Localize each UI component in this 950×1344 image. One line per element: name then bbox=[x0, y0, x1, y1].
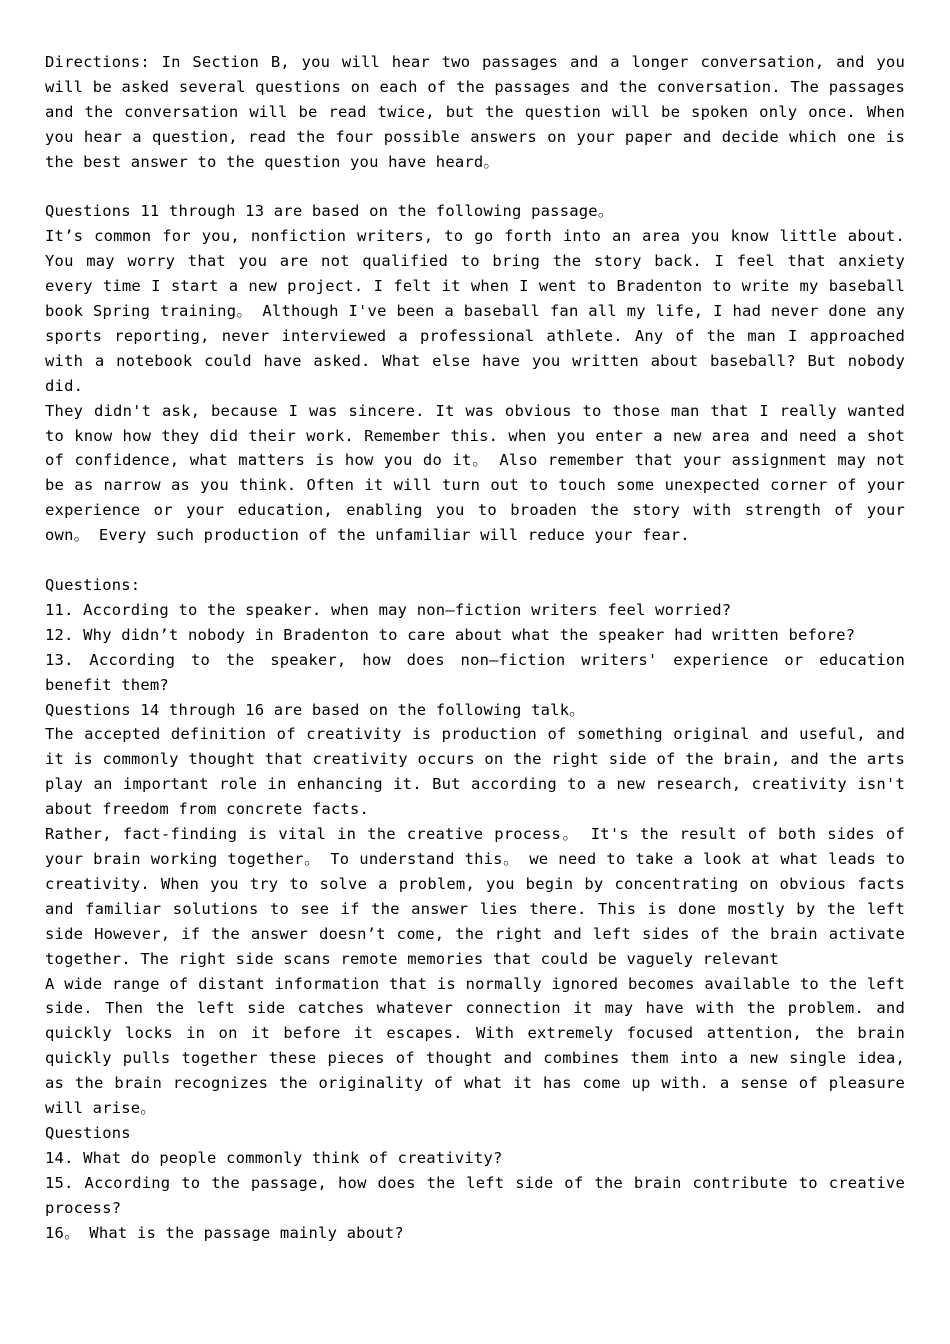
questions-label-2: Questions bbox=[45, 1123, 131, 1142]
question-16: 16。 What is the passage mainly about? bbox=[45, 1223, 404, 1242]
question-14: 14. What do people commonly think of creativity? bbox=[45, 1148, 503, 1167]
document-page bbox=[45, 50, 905, 1245]
spacer bbox=[45, 175, 905, 200]
passage-2-paragraph-1: The accepted definition of creativity is production of something original and useful, and it is commonly thought that creativity occurs on the right side of the brain, and the arts play an important role in enhancing it. But according to a new research, creativity isn't about freedom from concrete facts. bbox=[45, 725, 905, 819]
question-11: 11. According to the speaker. when may non—fiction writers feel worried? bbox=[45, 600, 732, 619]
section-2-heading: Questions 14 through 16 are based on the following talk。 bbox=[45, 700, 585, 719]
passage-1-paragraph-2: They didn't ask, because I was sincere. It was obvious to those man that I really wanted to know how they did their work. Remember this. when you enter a new area and need a shot of confidence, what matters is how you do it。 Also remember that your assignment may not be as narrow as you think. Often it will turn out to touch some unexpected corner of your experience or your education, enabling you to broaden the story with strength of your own。 Every such production of the unfamiliar will reduce your fear. bbox=[45, 401, 905, 545]
spacer bbox=[45, 548, 905, 573]
passage-2-paragraph-3: A wide range of distant information that is normally ignored becomes available to the left side. Then the left side catches whatever connection it may have with the problem. and quickly locks in on it before it escapes. With extremely focused attention, the brain quickly pulls together these pieces of thought and combines them into a new single idea, as the brain recognizes the originality of what it has come up with. a sense of pleasure will arise。 bbox=[45, 974, 905, 1118]
question-13: 13. According to the speaker, how does non—fiction writers' experience or education benefit them? bbox=[45, 650, 905, 694]
question-12: 12. Why didn’t nobody in Bradenton to care about what the speaker had written before? bbox=[45, 625, 856, 644]
directions-paragraph: Directions: In Section B, you will hear two passages and a longer conversation, and you will be asked several questions on each of the passages and the conversation. The passages and the conversation will be read twice, but the question will be spoken only once. When you hear a question, read the four possible answers on your paper and decide which one is the best answer to the question you have heard。 bbox=[45, 53, 905, 171]
questions-label-1: Questions: bbox=[45, 576, 141, 594]
passage-2-paragraph-2: Rather, fact-finding is vital in the creative process。 It's the result of both sides of your brain working together。 To understand this。 we need to take a look at what leads to creativity. When you try to solve a problem, you begin by concentrating on obvious facts and familiar solutions to see if the answer lies there. This is done mostly by the left side However, if the answer doesn’t come, the right and left sides of the brain activate together. The right side scans remote memories that could be vaguely relevant bbox=[45, 825, 905, 968]
question-15: 15. According to the passage, how does the left side of the brain contribute to creative process? bbox=[45, 1173, 905, 1217]
passage-1-paragraph-1: It’s common for you, nonfiction writers, to go forth into an area you know little about. You may worry that you are not qualified to bring the story back. I feel that anxiety every time I start a new project. I felt it when I went to Bradenton to write my baseball book Spring training。 Although I've been a baseball fan all my life, I had never done any sports reporting, never interviewed a professional athlete. Any of the man I approached with a notebook could have asked. What else have you written about baseball? But nobody did. bbox=[45, 227, 905, 395]
section-1-heading: Questions 11 through 13 are based on the following passage。 bbox=[45, 202, 614, 221]
